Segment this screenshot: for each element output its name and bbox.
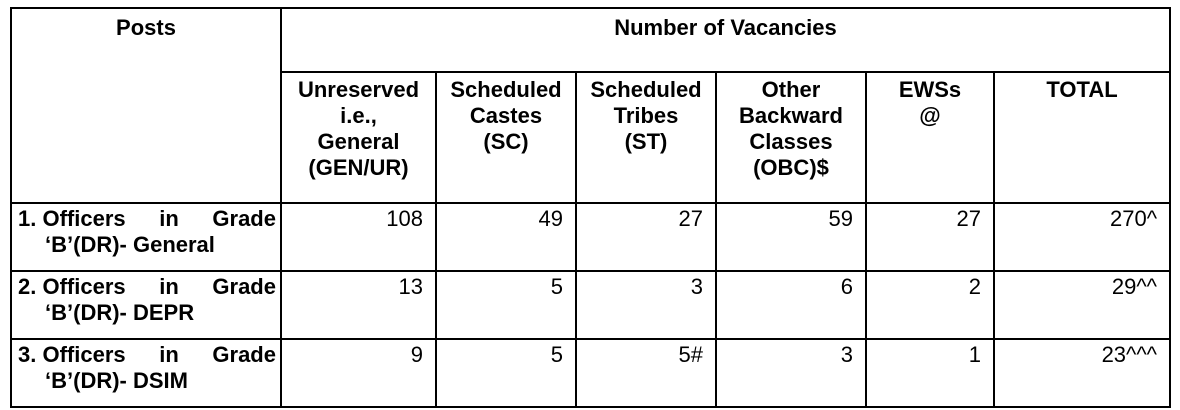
post-name: 2. Officers in Grade ‘B’(DR)- DEPR [11, 271, 281, 339]
cell-gen-ur: 9 [281, 339, 436, 407]
cell-obc: 6 [716, 271, 866, 339]
col-header-total: TOTAL [994, 72, 1170, 203]
col-header-gen-ur: Unreserved i.e., General (GEN/UR) [281, 72, 436, 203]
cell-total: 270^ [994, 203, 1170, 271]
col-header-sc: Scheduled Castes (SC) [436, 72, 576, 203]
cell-sc: 5 [436, 339, 576, 407]
table-row [11, 339, 1170, 407]
cell-ews: 27 [866, 203, 994, 271]
posts-header: Posts [11, 8, 281, 203]
cell-sc: 49 [436, 203, 576, 271]
table-row [11, 203, 1170, 271]
cell-obc: 3 [716, 339, 866, 407]
cell-st: 5# [576, 339, 716, 407]
cell-ews: 1 [866, 339, 994, 407]
vacancy-table [10, 7, 1171, 408]
post-name: 3. Officers in Grade ‘B’(DR)- DSIM [11, 339, 281, 407]
cell-st: 27 [576, 203, 716, 271]
cell-total: 23^^^ [994, 339, 1170, 407]
col-header-obc: Other Backward Classes (OBC)$ [716, 72, 866, 203]
vacancies-header: Number of Vacancies [281, 8, 1170, 72]
cell-st: 3 [576, 271, 716, 339]
cell-obc: 59 [716, 203, 866, 271]
col-header-st: Scheduled Tribes (ST) [576, 72, 716, 203]
post-name: 1. Officers in Grade ‘B’(DR)- General [11, 203, 281, 271]
header-row [11, 8, 1170, 72]
cell-total: 29^^ [994, 271, 1170, 339]
table-row [11, 271, 1170, 339]
cell-gen-ur: 108 [281, 203, 436, 271]
cell-ews: 2 [866, 271, 994, 339]
cell-sc: 5 [436, 271, 576, 339]
col-header-ews: EWSs @ [866, 72, 994, 203]
cell-gen-ur: 13 [281, 271, 436, 339]
